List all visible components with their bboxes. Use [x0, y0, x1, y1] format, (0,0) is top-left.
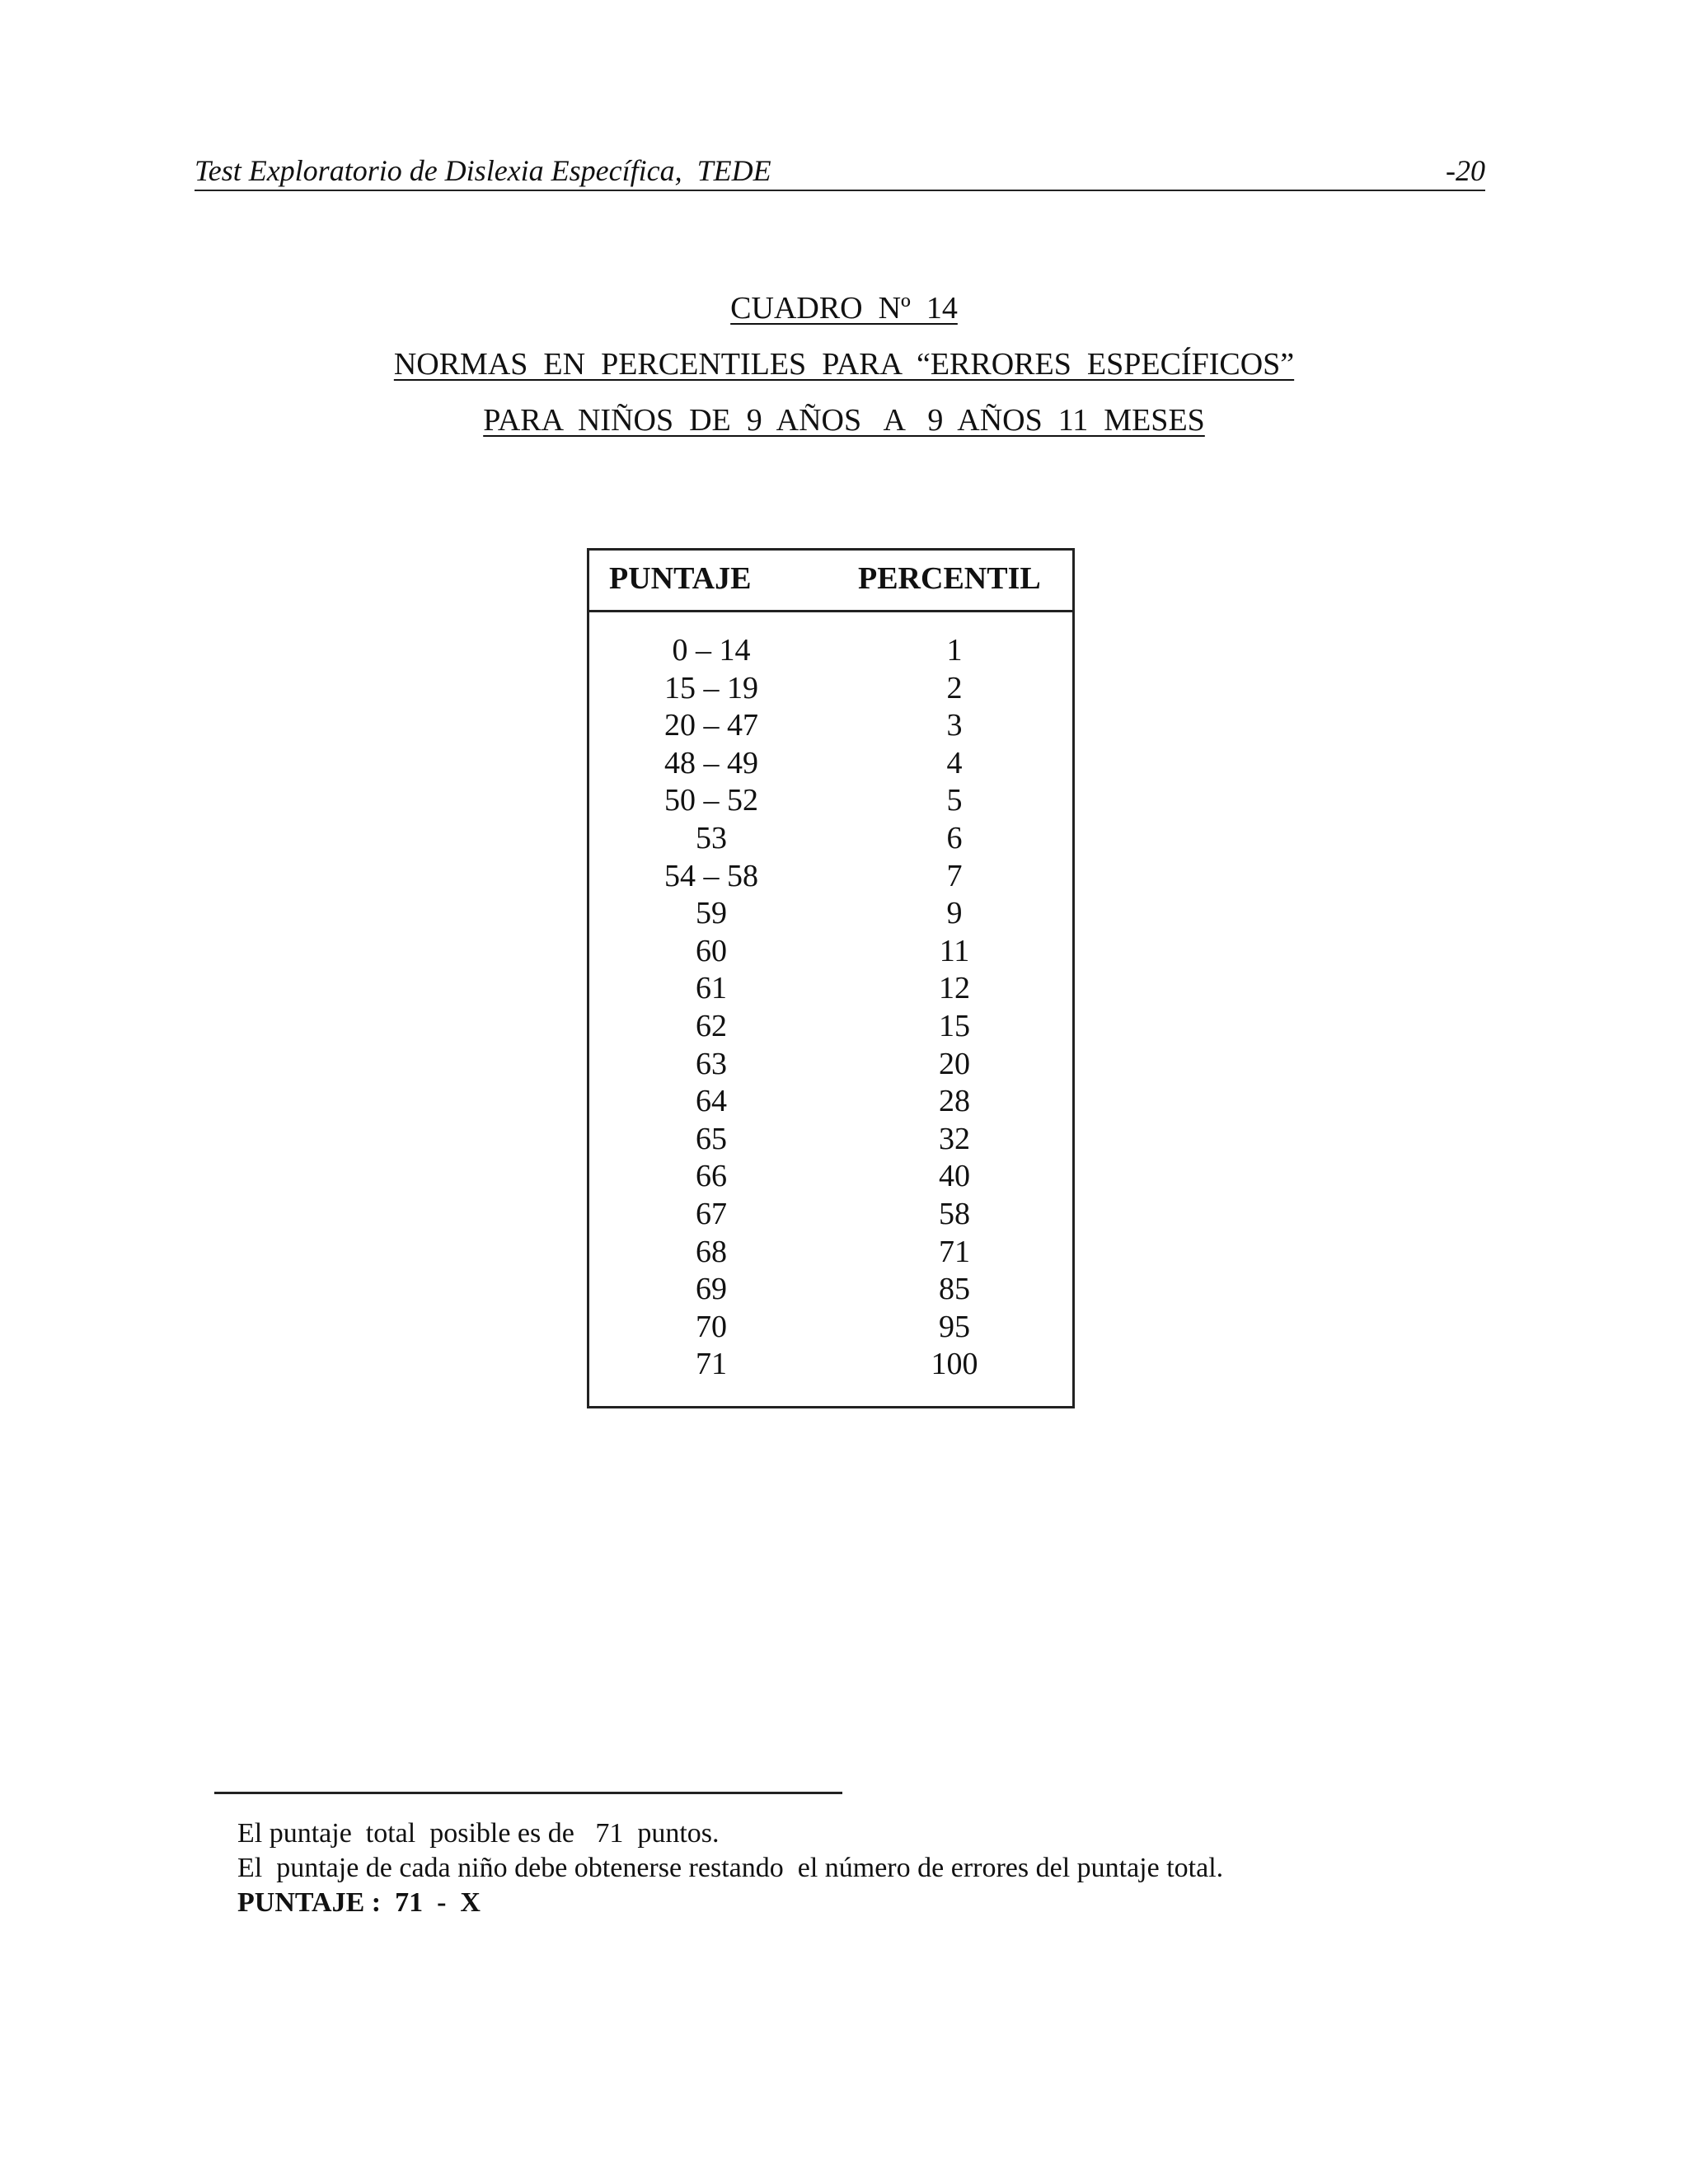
score-cell: 63 — [696, 1046, 727, 1081]
footnote-line-2: El puntaje de cada niño debe obtenerse restando el número de errores del puntaje total. — [237, 1853, 1224, 1883]
table-row — [589, 1196, 1072, 1234]
table-caption-title — [0, 346, 1688, 382]
table-row — [589, 895, 1072, 933]
table-caption-subtitle — [0, 402, 1688, 438]
percentile-cell: 12 — [939, 971, 970, 1006]
score-cell: 67 — [696, 1196, 727, 1231]
score-cell: 50 – 52 — [664, 783, 758, 818]
score-cell: 61 — [696, 971, 727, 1006]
table-header-row — [589, 551, 1072, 612]
percentile-cell: 15 — [939, 1008, 970, 1043]
percentile-cell: 5 — [946, 783, 963, 818]
table-row — [589, 933, 1072, 971]
score-cell: 59 — [696, 896, 727, 931]
table-row — [589, 1309, 1072, 1347]
score-cell: 60 — [696, 933, 727, 968]
percentile-cell: 11 — [939, 933, 970, 968]
percentile-cell: 4 — [946, 745, 963, 780]
score-cell: 15 – 19 — [664, 670, 758, 705]
percentile-cell: 2 — [946, 670, 963, 705]
score-cell: 53 — [696, 820, 727, 855]
score-cell: 62 — [696, 1008, 727, 1043]
caption-line-3: PARA NIÑOS DE 9 AÑOS A 9 AÑOS 11 MESES — [483, 403, 1205, 438]
score-cell: 69 — [696, 1272, 727, 1307]
score-cell: 48 – 49 — [664, 745, 758, 780]
percentile-cell: 28 — [939, 1084, 970, 1119]
page-header — [195, 153, 1485, 191]
table-row — [589, 1083, 1072, 1121]
table-row — [589, 970, 1072, 1008]
table-row — [589, 707, 1072, 745]
percentile-cell: 95 — [939, 1309, 970, 1344]
score-cell: 71 — [696, 1347, 727, 1382]
percentile-cell: 58 — [939, 1196, 970, 1231]
footnote-line-1: El puntaje total posible es de 71 puntos. — [237, 1818, 720, 1849]
column-header-puntaje: PUNTAJE — [609, 561, 752, 596]
caption-line-2: NORMAS EN PERCENTILES PARA “ERRORES ESPECÍFICOS” — [393, 347, 1295, 382]
table-row — [589, 1008, 1072, 1046]
table-body — [589, 612, 1072, 1384]
percentile-cell: 32 — [939, 1121, 970, 1156]
footnote-formula: PUNTAJE : 71 - X — [237, 1887, 481, 1918]
score-cell: 64 — [696, 1084, 727, 1119]
percentile-cell: 100 — [931, 1347, 978, 1382]
score-cell: 66 — [696, 1159, 727, 1194]
table-row — [589, 820, 1072, 858]
percentile-cell: 6 — [946, 820, 963, 855]
score-cell: 70 — [696, 1309, 727, 1344]
table-row — [589, 1158, 1072, 1196]
percentile-cell: 20 — [939, 1046, 970, 1081]
footnote-divider — [214, 1792, 842, 1794]
score-cell: 54 – 58 — [664, 858, 758, 893]
page-number: -20 — [1446, 154, 1485, 187]
percentile-cell: 9 — [946, 896, 963, 931]
percentile-cell: 3 — [946, 708, 963, 743]
header-title: Test Exploratorio de Dislexia Específica, TEDE — [195, 154, 771, 187]
table-row — [589, 1046, 1072, 1084]
percentile-table — [587, 548, 1075, 1408]
score-cell: 68 — [696, 1234, 727, 1269]
percentile-cell: 1 — [946, 633, 963, 668]
table-row — [589, 782, 1072, 820]
table-row — [589, 670, 1072, 708]
percentile-cell: 71 — [939, 1234, 970, 1269]
score-cell: 65 — [696, 1121, 727, 1156]
table-row — [589, 858, 1072, 896]
percentile-cell: 40 — [939, 1159, 970, 1194]
table-row — [589, 1271, 1072, 1309]
table-caption-number — [0, 290, 1688, 326]
table-row — [589, 1346, 1072, 1384]
percentile-cell: 85 — [939, 1272, 970, 1307]
table-row — [589, 745, 1072, 783]
score-cell: 0 – 14 — [672, 633, 751, 668]
table-row — [589, 1121, 1072, 1159]
caption-line-1: CUADRO Nº 14 — [730, 291, 958, 326]
percentile-cell: 7 — [946, 858, 963, 893]
column-header-percentil: PERCENTIL — [858, 561, 1041, 596]
score-cell: 20 – 47 — [664, 708, 758, 743]
table-row — [589, 632, 1072, 670]
table-row — [589, 1234, 1072, 1272]
